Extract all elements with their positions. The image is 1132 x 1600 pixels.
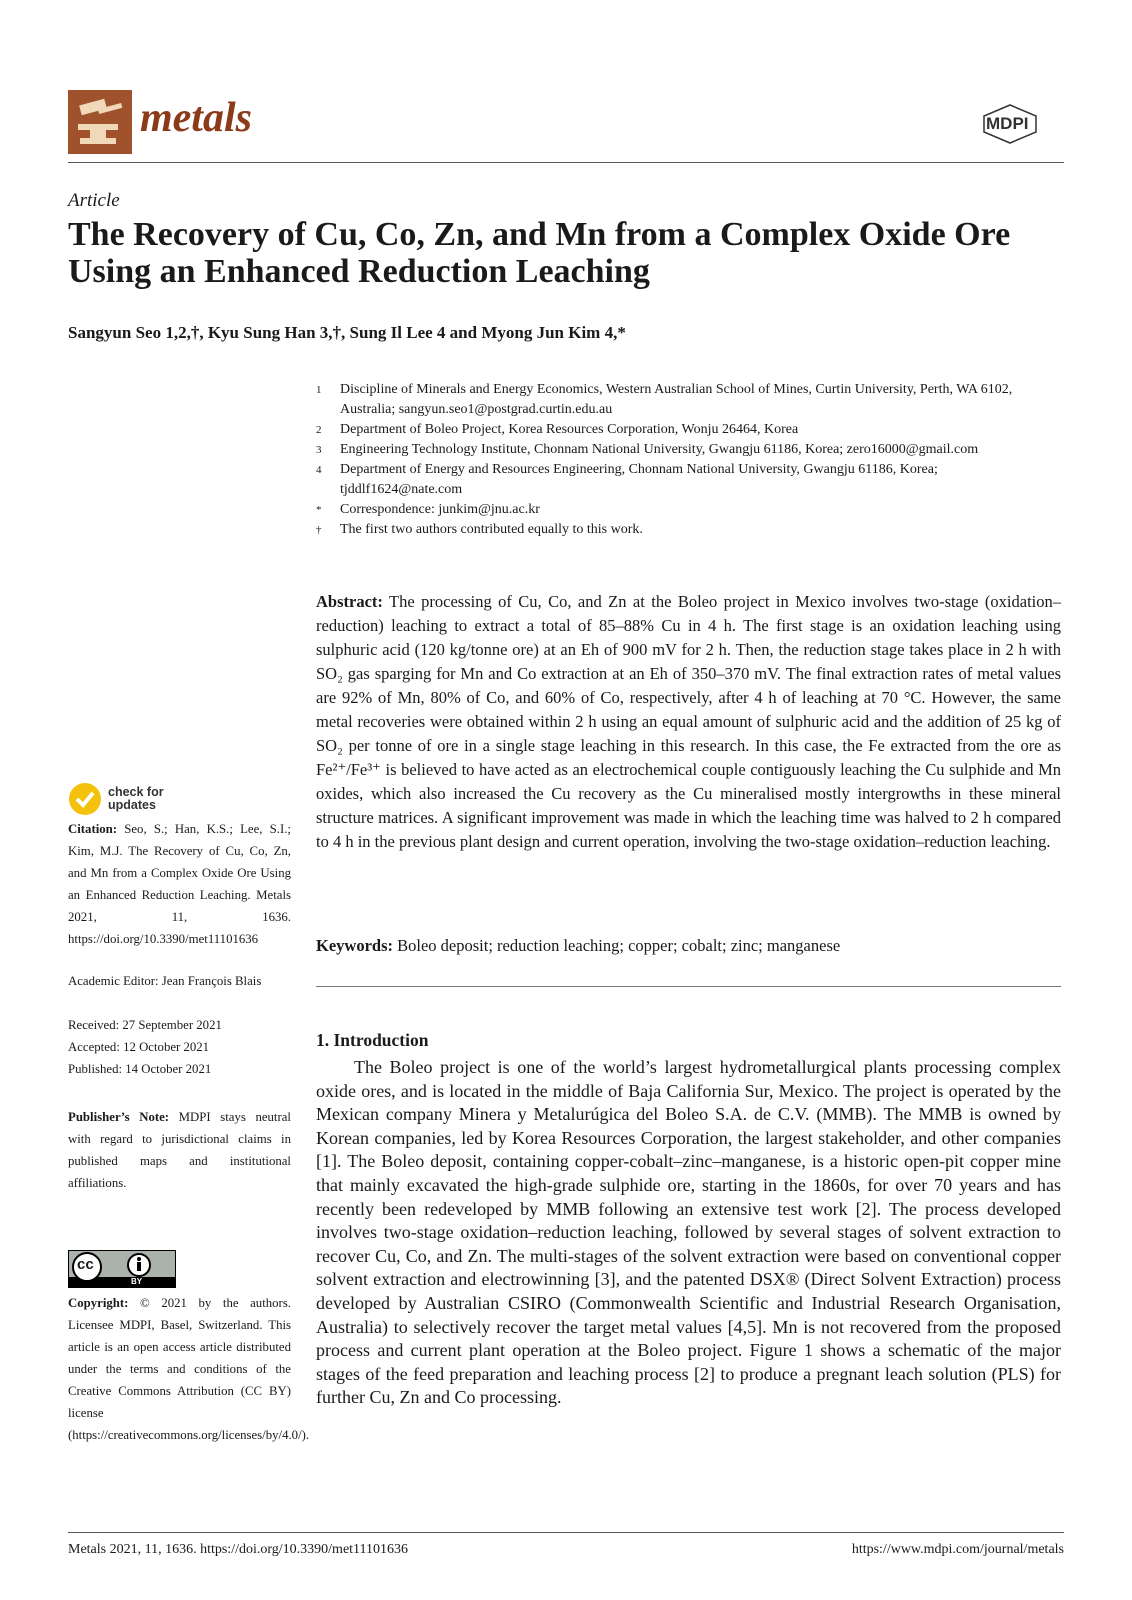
section-body: The Boleo project is one of the world’s largest hydrometallurgical plants processing complex oxide ores, and is located in the middle of Baja California Sur, Mexico. The project is operated by the Mexican company Minera y Metalurúgica del Boleo S.A. de C.V. (MMB). The MMB is owned by Korean companies, led by Korea Resources Corporation, the largest stakeholder, and other companies [1]. The Boleo deposit, containing copper-cobalt–zinc–manganese, is a historic open-pit copper mine that mainly excavated the high-grade sulphide ore, starting in the 1860s, for over 70 years and has recently been redeveloped by MMB following an extensive test work [2]. The process developed involves two-stage oxidation–reduction leaching, followed by several stages of solvent extraction to recover Cu, Co, and Zn. The multi-stages of the solvent extraction were based on conventional copper solvent extraction and electrowinning [3], and the patented DSX® (Direct Solvent Extraction) process developed by Australian CSIRO (Commonwealth Scientific and Industrial Research Organisation, Australia) to selectively recover the target metal values [4,5]. Mn is not recovered from the proposed process and current plant operation at the Boleo project. Figure 1 shows a schematic of the major stages of the feed preparation and leaching process [2] to produce a pregnant leach solution (PLS) for further Cu, Zn and Co processing. [316,1057,1061,1408]
journal-name: metals [140,95,252,141]
check-for-updates-badge[interactable] [68,782,178,816]
affiliation-item: 4 Department of Energy and Resources Engineering, Chonnam National University, Gwangju 61186, Korea; tjddlf1624@nate.com [316,462,938,497]
keywords-text: Boleo deposit; reduction leaching; copper; cobalt; zinc; manganese [397,936,841,955]
accepted-date: Accepted: 12 October 2021 [68,1040,210,1054]
affiliation-item: 1 Discipline of Minerals and Energy Economics, Western Australian School of Mines, Curtin University, Perth, WA 6102, Australia; sangyun.seo1@postgrad.curtin.edu.au [316,382,1013,417]
cc-license-badge[interactable] [68,1250,176,1288]
check-updates-icon [68,782,102,816]
footer-journal-link[interactable]: https://www.mdpi.com/journal/metals [851,1542,1064,1557]
citation-text: Seo, S.; Han, K.S.; Lee, S.I.; Kim, M.J. The Recovery of Cu, Co, Zn, and Mn from a Complex Oxide Ore Using an Enhanced Reduction Leaching. Metals 2021, 11, 1636. https://doi.org/10.3390/met11101636 [68,822,291,946]
header-divider [68,162,1064,163]
citation: Citation: Seo, S.; Han, K.S.; Lee, S.I.; Kim, M.J. The Recovery of Cu, Co, Zn, and Mn from a Complex Oxide Ore Using an Enhanced Reduction Leaching. Metals 2021, 11, 1636. https://doi.org/10.3390/met11101636 [68,822,291,946]
academic-editor: Academic Editor: Jean François Blais [68,974,262,988]
author-list: Sangyun Seo 1,2,†, Kyu Sung Han 3,†, Sung Il Lee 4 and Myong Jun Kim 4,* [68,323,626,342]
abstract-label: Abstract: [316,592,383,611]
footer-citation: Metals 2021, 11, 1636. https://doi.org/10.3390/met11101636 [68,1542,409,1557]
keywords [316,936,1061,956]
abstract-text: The processing of Cu, Co, and Zn at the Boleo project in Mexico involves two-stage (oxidation–reduction) leaching to extract a total of 85–88% Cu in 4 h. The first stage is an oxidation leaching using sulphuric acid (120 kg/tonne ore) at an Eh of 900 mV for 2 h. Then, the reduction stage takes place in 2 h with SO₂ gas sparging for Mn and Co extraction at an Eh of 350–370 mV. The final extraction rates of metal values are 92% of Mn, 80% of Co, and 60% of Co, respectively, after 4 h of leaching at 70 °C. However, the same metal recoveries were obtained within 2 h using an equal amount of sulphuric acid and the addition of 25 kg of SO₂ per tonne of ore in a single stage leaching in this research. In this case, the Fe extracted from the ore as Fe²⁺/Fe³⁺ is believed to have acted as an electrochemical couple contiguously leaching the Cu sulphide and Mn oxides, which also increased the Cu recovery as the Cu mineralised mostly intergrowths in these mineral structure matrices. A significant improvement was made in which the leaching time was halved to 2 h compared to 4 h in the previous plant design and current operation, involving the two-stage oxidation–reduction leaching. [316,592,1061,851]
journal-logo [68,90,132,154]
published-date: Published: 14 October 2021 [68,1062,212,1076]
equal-contribution-note: † The first two authors contributed equally to this work. [316,522,643,537]
affiliation-item: 2 Department of Boleo Project, Korea Resources Corporation, Wonju 26464, Korea [316,422,799,437]
check-updates-label: check for updates [108,785,164,812]
publisher-logo[interactable] [982,104,1038,144]
dates [68,1014,291,1080]
publisher-note: Publisher’s Note: MDPI stays neutral with regard to jurisdictional claims in published maps and institutional affiliations. [68,1110,291,1190]
anvil-icon [68,90,132,154]
footer-divider [68,1532,1064,1533]
received-date: Received: 27 September 2021 [68,1018,222,1032]
section-heading: 1. Introduction [316,1030,429,1050]
cc-badge-label: BY [131,1277,143,1286]
correspondence: * Correspondence: junkim@jnu.ac.kr [316,502,540,517]
publisher-logo-text: MDPI [986,114,1029,133]
cc-letters: cc [77,1256,94,1273]
keywords-label: Keywords: [316,936,393,955]
affiliations [316,380,1061,540]
affiliation-item: 3 Engineering Technology Institute, Chonnam National University, Gwangju 61186, Korea; zero16000@gmail.com [316,442,979,457]
abstract [316,590,1061,854]
section-divider [316,986,1061,987]
copyright: Copyright: © 2021 by the authors. Licensee MDPI, Basel, Switzerland. This article is an open access article distributed under the terms and conditions of the Creative Commons Attribution (CC BY) license (https://creativecommons.org/licenses/by/4.0/). [68,1296,310,1442]
article-kind: Article [68,190,120,211]
article-title: The Recovery of Cu, Co, Zn, and Mn from a Complex Oxide Ore Using an Enhanced Reduction Leaching [68,216,1011,290]
